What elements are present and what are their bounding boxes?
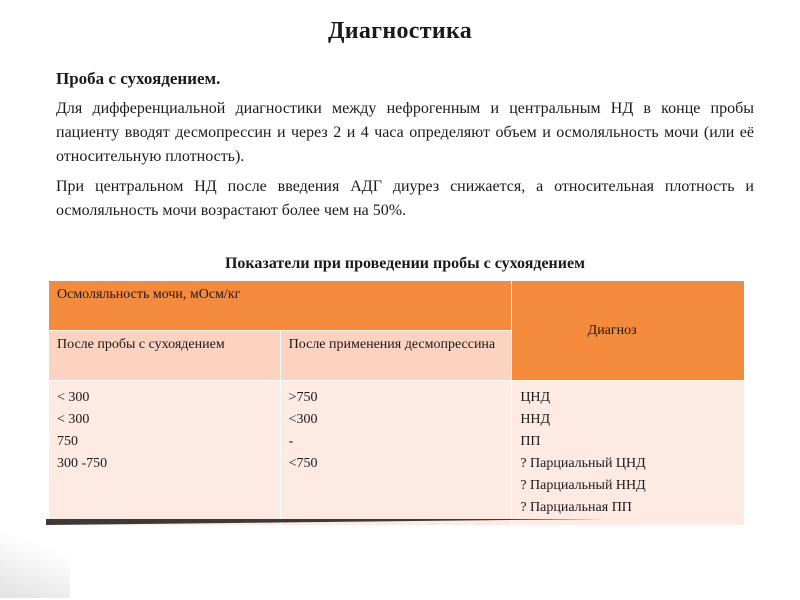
slide-title: Диагностика <box>327 18 473 44</box>
table-value: < 300 <box>57 412 90 427</box>
header-osmolality: Осмоляльность мочи, мОсм/кг <box>49 281 512 331</box>
cell-after-dehydration <box>49 381 281 526</box>
table-value: <300 <box>288 412 318 427</box>
table-value: ? Парциальная ПП <box>520 500 632 515</box>
table-value: < 300 <box>57 390 90 405</box>
cell-after-desmopressin <box>280 381 512 526</box>
paragraph-central-nd: При центральном НД после введения АДГ диурез снижается, а относительная плотность и осмоляльность мочи возрастают более чем на 50%. <box>56 178 754 219</box>
table-caption: Показатели при проведении пробы с сухоядением <box>224 255 585 272</box>
table-value: ? Парциальный ННД <box>520 478 646 493</box>
header-diagnosis: Диагноз <box>512 281 745 381</box>
slide-body <box>56 69 754 229</box>
table-value: - <box>288 434 294 449</box>
table-value: ПП <box>520 434 541 449</box>
table-value: 300 -750 <box>57 456 108 471</box>
dehydration-test-table <box>48 280 745 526</box>
subheader-after-dehydration: После пробы с сухоядением <box>49 331 281 381</box>
table-shadow <box>46 519 606 525</box>
table-value: ? Парциальный ЦНД <box>520 456 646 471</box>
table-value: ЦНД <box>520 390 551 405</box>
paragraph-desmopressin-test: Для дифференциальной диагностики между нефрогенным и центральным НД в конце пробы пациенту вводят десмопрессин и через 2 и 4 часа определяют объем и осмоляльность мочи (или её относительную плотность). <box>56 100 754 165</box>
page-curl-shadow <box>0 508 70 598</box>
cell-diagnosis <box>512 381 745 526</box>
subheading: Проба с сухоядением. <box>56 69 221 88</box>
subheader-after-desmopressin: После применения десмопрессина <box>280 331 512 381</box>
table-value: 750 <box>57 434 78 449</box>
table-value: ННД <box>520 412 551 427</box>
table-value: <750 <box>288 456 318 471</box>
table-value: >750 <box>288 390 318 405</box>
